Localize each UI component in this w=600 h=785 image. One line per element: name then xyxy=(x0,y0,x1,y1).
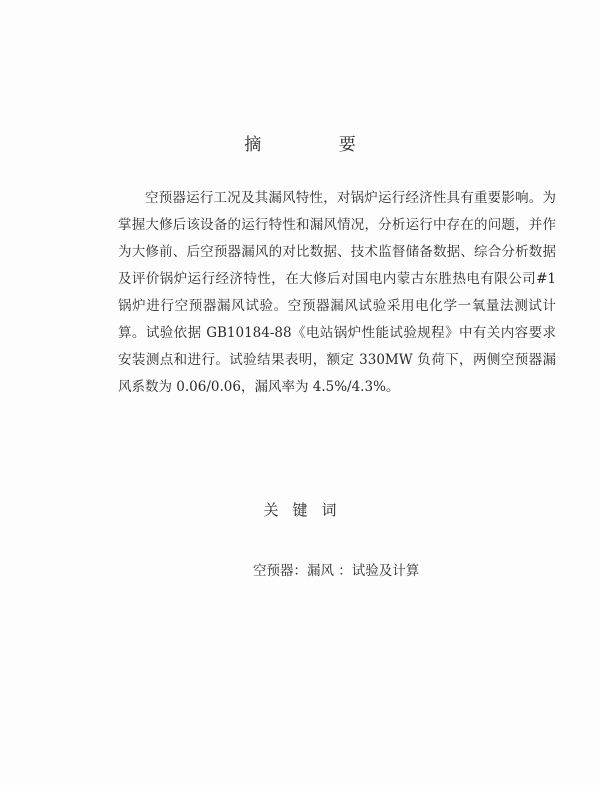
abstract-title: 摘 要 xyxy=(244,135,392,155)
abstract-body xyxy=(118,185,556,401)
keywords-title: 关键词 xyxy=(263,501,351,519)
abstract-paragraph: 空预器运行工况及其漏风特性，对锅炉运行经济性具有重要影响。为掌握大修后该设备的运行特性和漏风情况，分析运行中存在的问题，并作为大修前、后空预器漏风的对比数据、技术监督储备数据、综合分析数据及评价锅炉运行经济特性，在大修后对国电内蒙古东胜热电有限公司#1锅炉进行空预器漏风试验。空预器漏风试验采用电化学一氧量法测试计算。试验依据 GB10184-88《电站锅炉性能试验规程》中有关内容要求安装测点和进行。试验结果表明，额定 330MW 负荷下，两侧空预器漏风系数为 0.06/0.06，漏风率为 4.5%/4.3%。 xyxy=(118,190,556,395)
keywords-text: 空预器：漏风 ：试验及计算 xyxy=(253,563,420,579)
